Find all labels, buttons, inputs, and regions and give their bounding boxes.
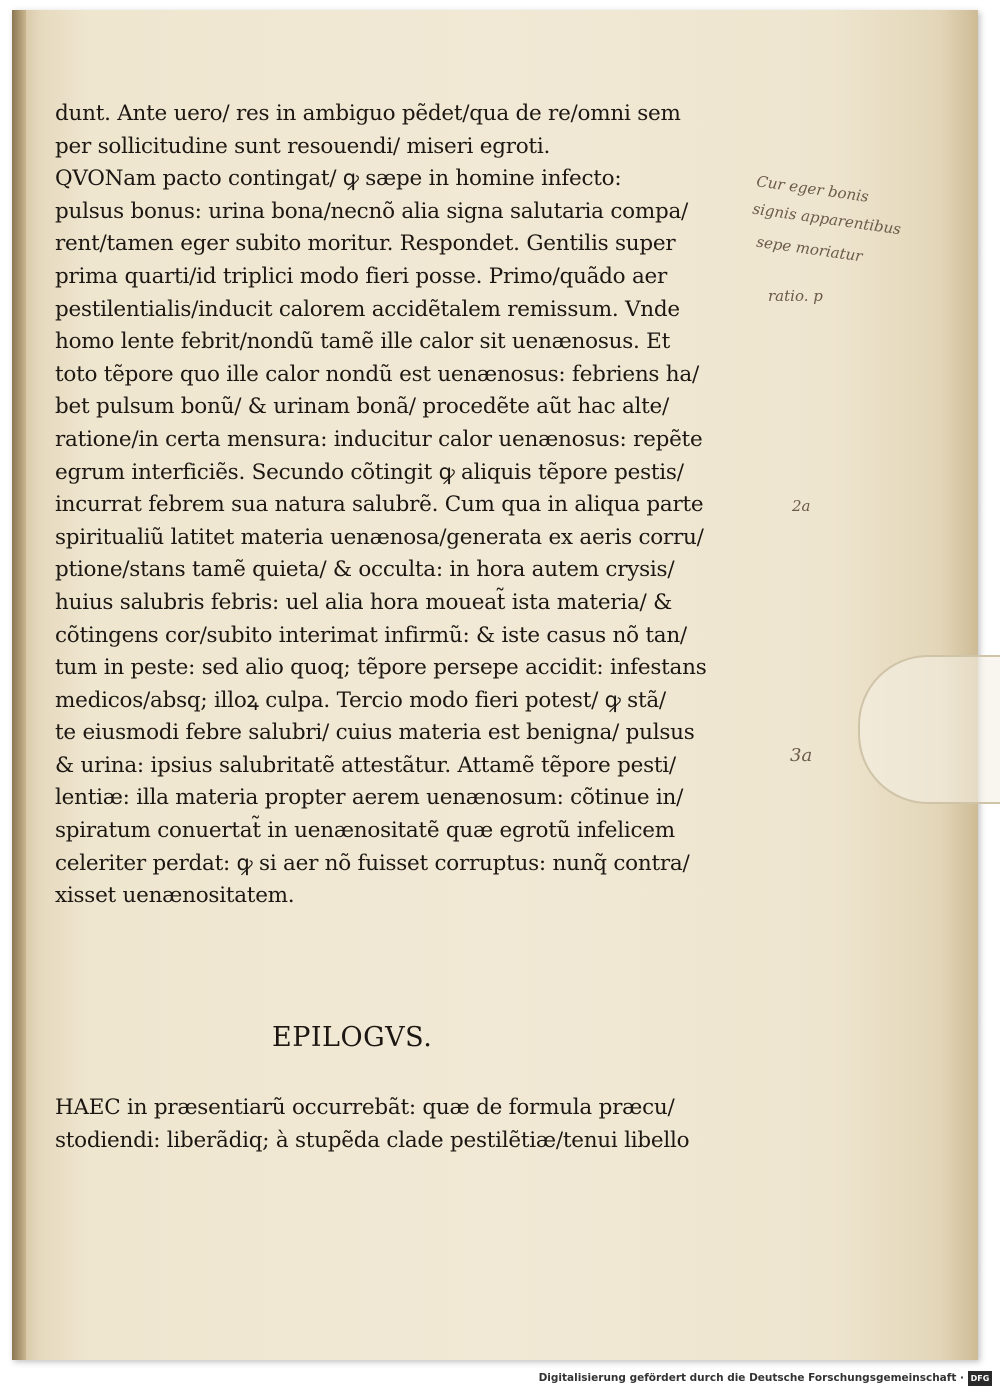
text-line: ptione/stans tamẽ quieta/ & occulta: in hora autem crysis/ [55, 557, 675, 583]
text-line: spiritualiũ latitet materia uenænosa/generata ex aeris corru/ [55, 524, 704, 550]
text-line: medicos/absq; illoꝝ culpa. Tercio modo fieri potest/ ꝙ stã/ [55, 687, 666, 713]
text-line: te eiusmodi febre salubri/ cuius materia est benigna/ pulsus [55, 720, 695, 746]
text-line: celeriter perdat: ꝙ si aer nõ fuisset corruptus: nunq̃ contra/ [55, 850, 690, 876]
epilogue-text [55, 1092, 745, 1157]
margin-note: Cur eger bonis [755, 172, 870, 206]
margin-note: 3a [790, 745, 813, 766]
text-line: & urina: ipsius salubritatẽ attestãtur. Attamẽ tẽpore pesti/ [55, 752, 676, 778]
margin-note: sepe moriatur [755, 232, 864, 266]
text-line: pulsus bonus: urina bona/necnõ alia signa salutaria compa/ [55, 198, 689, 224]
text-line: cõtingens cor/subito interimat infirmũ: & iste casus nõ tan/ [55, 622, 687, 648]
page-gutter [12, 10, 26, 1360]
text-line: tum in peste: sed alio quoq; tẽpore persepe accidit: infestans [55, 655, 707, 681]
margin-note: 2a [792, 497, 811, 515]
text-line: dunt. Ante uero/ res in ambiguo pẽdet/qua de re/omni sem [55, 101, 681, 126]
text-line: pestilentialis/inducit calorem accidẽtalem remissum. Vnde [55, 296, 680, 322]
margin-note: ratio. p [768, 287, 823, 305]
footer-bar [0, 1368, 1000, 1392]
dfg-logo: DFG [968, 1371, 992, 1386]
text-line: huius salubris febris: uel alia hora moueat̃ ista materia/ & [55, 589, 672, 615]
text-line: bet pulsum bonũ/ & urinam bonã/ procedẽte aũt hac alte/ [55, 394, 670, 420]
text-line: per sollicitudine sunt resouendi/ miseri egroti. [55, 133, 551, 159]
body-text [55, 98, 745, 913]
text-line: prima quarti/id triplici modo fieri posse. Primo/quãdo aer [55, 263, 668, 289]
text-line: lentiæ: illa materia propter aerem uenænosum: cõtinue in/ [55, 785, 684, 811]
text-line: ratione/in certa mensura: inducitur calor uenænosus: repẽte [55, 426, 703, 452]
footer-credit: Digitalisierung gefördert durch die Deutsche Forschungsgemeinschaft · [538, 1372, 964, 1384]
text-line: HAEC in præsentiarũ occurrebãt: quæ de formula præcu/ [55, 1095, 675, 1120]
text-line: homo lente febrit/nondũ tamẽ ille calor sit uenænosus. Et [55, 329, 671, 355]
text-line: xisset uenænositatem. [55, 883, 295, 909]
fold-tab [858, 655, 1000, 804]
text-line: spiratum conuertat̃ in uenænositatẽ quæ egrotũ infelicem [55, 818, 675, 844]
text-line: toto tẽpore quo ille calor nondũ est uenænosus: febriens ha/ [55, 361, 699, 387]
text-line: stodiendi: liberãdiq; à stupẽda clade pestilẽtiæ/tenui libello [55, 1127, 690, 1153]
text-line: egrum interficiẽs. Secundo cõtingit ꝙ aliquis tẽpore pestis/ [55, 459, 684, 485]
text-line: rent/tamen eger subito moritur. Respondet. Gentilis super [55, 231, 676, 257]
text-line: incurrat febrem sua natura salubrẽ. Cum qua in aliqua parte [55, 492, 704, 518]
margin-note: signis apparentibus [751, 199, 903, 239]
section-heading: EPILOGVS. [272, 1022, 433, 1053]
text-line: QVONam pacto contingat/ ꝙ sæpe in homine infecto: [55, 166, 622, 192]
